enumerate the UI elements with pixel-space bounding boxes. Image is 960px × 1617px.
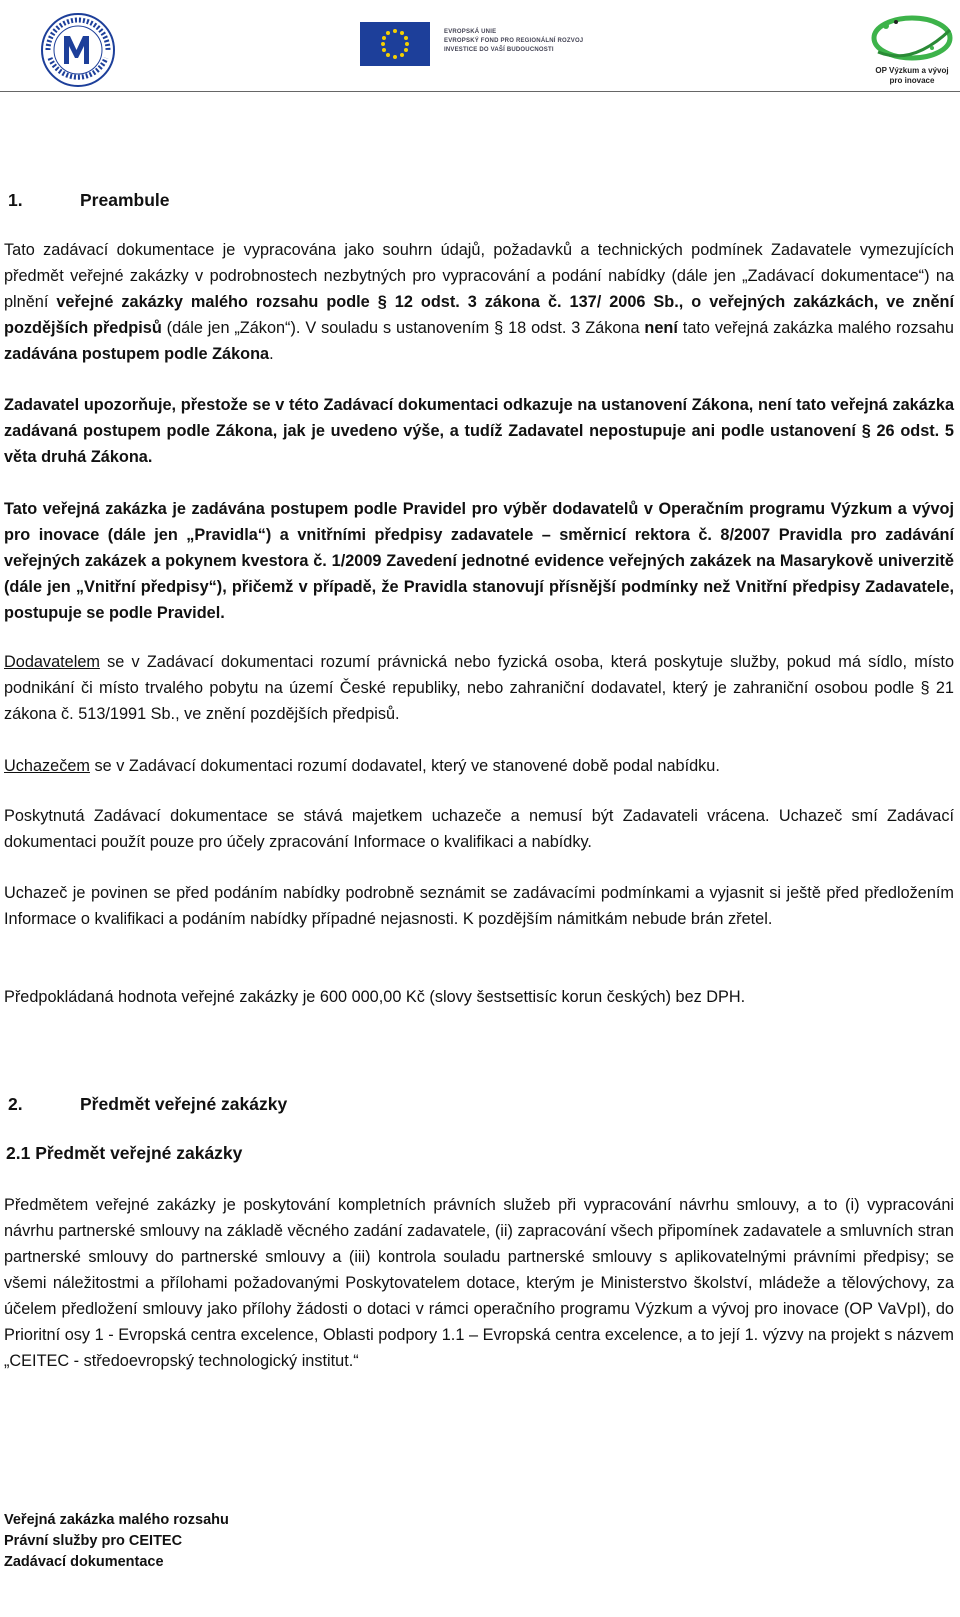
subsection-heading-2-1: 2.1 Předmět veřejné zakázky [6,1143,243,1163]
p1-text-e: tato veřejná zakázka malého rozsahu [677,319,954,337]
op-caption-line2: pro inovace [889,76,935,85]
p5-text: se v Zadávací dokumentaci rozumí dodavatel, který ve stanovené době podal nabídku. [89,757,720,775]
p1-text-b: veřejné zakázky malého rozsahu podle § 12 odst. 3 zákona č. 137/ 2006 Sb., o veřejných zakázkách, ve znění pozdějších předpisů [4,293,955,337]
section-title: Předmět veřejné zakázky [80,1094,288,1114]
paragraph-8: Předpokládaná hodnota veřejné zakázky je 600 000,00 Kč (slovy šestsettisíc korun českých) bez DPH. [4,988,746,1006]
section-heading-preambule [8,190,169,211]
op-caption-line1: OP Výzkum a vývoj [875,66,949,75]
op-swoosh-icon [866,8,958,68]
paragraph-5 [4,753,954,779]
paragraph-9: Předmětem veřejné zakázky je poskytování kompletních právních služeb při vypracování návrhu smlouvy, a to (i) vypracováni návrhu partnerské smlouvy na základě věcného zadání zadavatele, (ii) zapracování všech připomínek zadavatele a smluvních stran partnerské smlouvy do partnerské smlouvy a (iii) kontrola souladu partnerské smlouvy s aplikovatelnými právními předpisy; se všemi náležitostmi a přílohami požadovanými Poskytovatelem dotace, kterým je Ministerstvo školství, mládeže a tělovýchovy, za účelem předložení smlouvy jako přílohy žádosti o dotaci v rámci operačního programu Výzkum a vývoj pro inovace (OP VaVpI), do Prioritní osy 1 - Evropská centra excelence, Oblasti podpory 1.1 – Evropská centra excelence, a to její 1. výzvy na projekt s názvem „CEITEC - středoevropský technologický institut.“ [4,1196,954,1370]
masaryk-university-logo [40,12,116,88]
op-caption [866,66,958,86]
p1-text-g: . [269,345,274,363]
footer-line-3: Zadávací dokumentace [4,1554,164,1570]
section-title: Preambule [80,190,170,210]
footer-line-1: Veřejná zakázka malého rozsahu [4,1512,229,1528]
paragraph-1 [4,237,954,367]
p4-text: se v Zadávací dokumentaci rozumí právnická nebo fyzická osoba, která poskytuje služby, pokud má sídlo, místo podnikání či místo trvalého pobytu na území České republiky, nebo zahraniční dodavatel, který je zahraniční osobou podle § 21 zákona č. 513/1991 Sb., ve znění pozdějších předpisů. [4,653,954,723]
paragraph-6: Poskytnutá Zadávací dokumentace se stává majetkem uchazeče a nemusí být Zadavateli vrácena. Uchazeč smí Zadávací dokumentaci použít pouze pro účely zpracování Informace o kvalifikaci a nabídky. [4,807,954,851]
page-header [0,0,960,94]
section-number: 1. [8,190,23,210]
eu-flag-icon [360,22,430,66]
eu-line-1: EVROPSKÁ UNIE [444,29,497,35]
eu-fund-logo [360,18,605,68]
term-uchazec: Uchazečem [4,757,90,775]
paragraph-2: Zadavatel upozorňuje, přestože se v této Zadávací dokumentaci odkazuje na ustanovení Zákona, není tato veřejná zakázka zadávaná postupem podle Zákona, jak je uvedeno výše, a tudíž Zadavatel nepostupuje ani podle ustanovení § 26 odst. 5 věta druhá Zákona. [4,396,954,466]
eu-line-2: EVROPSKÝ FOND PRO REGIONÁLNÍ ROZVOJ [444,38,584,44]
p1-text-c: (dále jen „Zákon“). V souladu s ustanovením § 18 odst. 3 Zákona [161,319,645,337]
eu-fund-text [444,28,604,55]
footer-line-2: Právní služby pro CEITEC [4,1533,183,1549]
p1-text-a: Tato zadávací dokumentace je vypracována jako souhrn údajů, požadavků a technických podmínek Zadavatele vymezujících předmět veřejné zakázky v podrobnostech nezbytných pro vypracování a podání nabídky (dále jen „Zadávací dokumentace“) na plnění [4,241,954,311]
university-seal-icon [40,12,116,88]
p1-text-f: zadávána postupem podle Zákona [4,345,270,363]
p1-text-d: není [644,319,678,337]
paragraph-4 [4,649,954,727]
paragraph-7: Uchazeč je povinen se před podáním nabídky podrobně seznámit se zadávacími podmínkami a vyjasnit si ještě před předložením Informace o kvalifikaci a podáním nabídky případné nejasnosti. K pozdějším námitkám nebude brán zřetel. [4,884,954,928]
eu-line-3: INVESTICE DO VAŠÍ BUDOUCNOSTI [444,47,554,53]
section-heading-predmet [8,1094,287,1115]
header-divider [0,91,960,92]
section-number: 2. [8,1094,23,1114]
term-dodavatel: Dodavatelem [4,653,100,671]
op-vavpi-logo [866,8,958,92]
page-footer [4,1510,229,1573]
paragraph-3: Tato veřejná zakázka je zadávána postupem podle Pravidel pro výběr dodavatelů v Operačním programu Výzkum a vývoj pro inovace (dále jen „Pravidla“) a vnitřními předpisy zadavatele – směrnicí rektora č. 8/2007 Pravidla pro zadávání veřejných zakázek a pokynem kvestora č. 1/2009 Zavedení jednotné evidence veřejných zakázek na Masarykově univerzitě (dále jen „Vnitřní předpisy“), přičemž v případě, že Pravidla stanovují přísnější podmínky než Vnitřní předpisy Zadavatele, postupuje se podle Pravidel. [4,500,954,622]
